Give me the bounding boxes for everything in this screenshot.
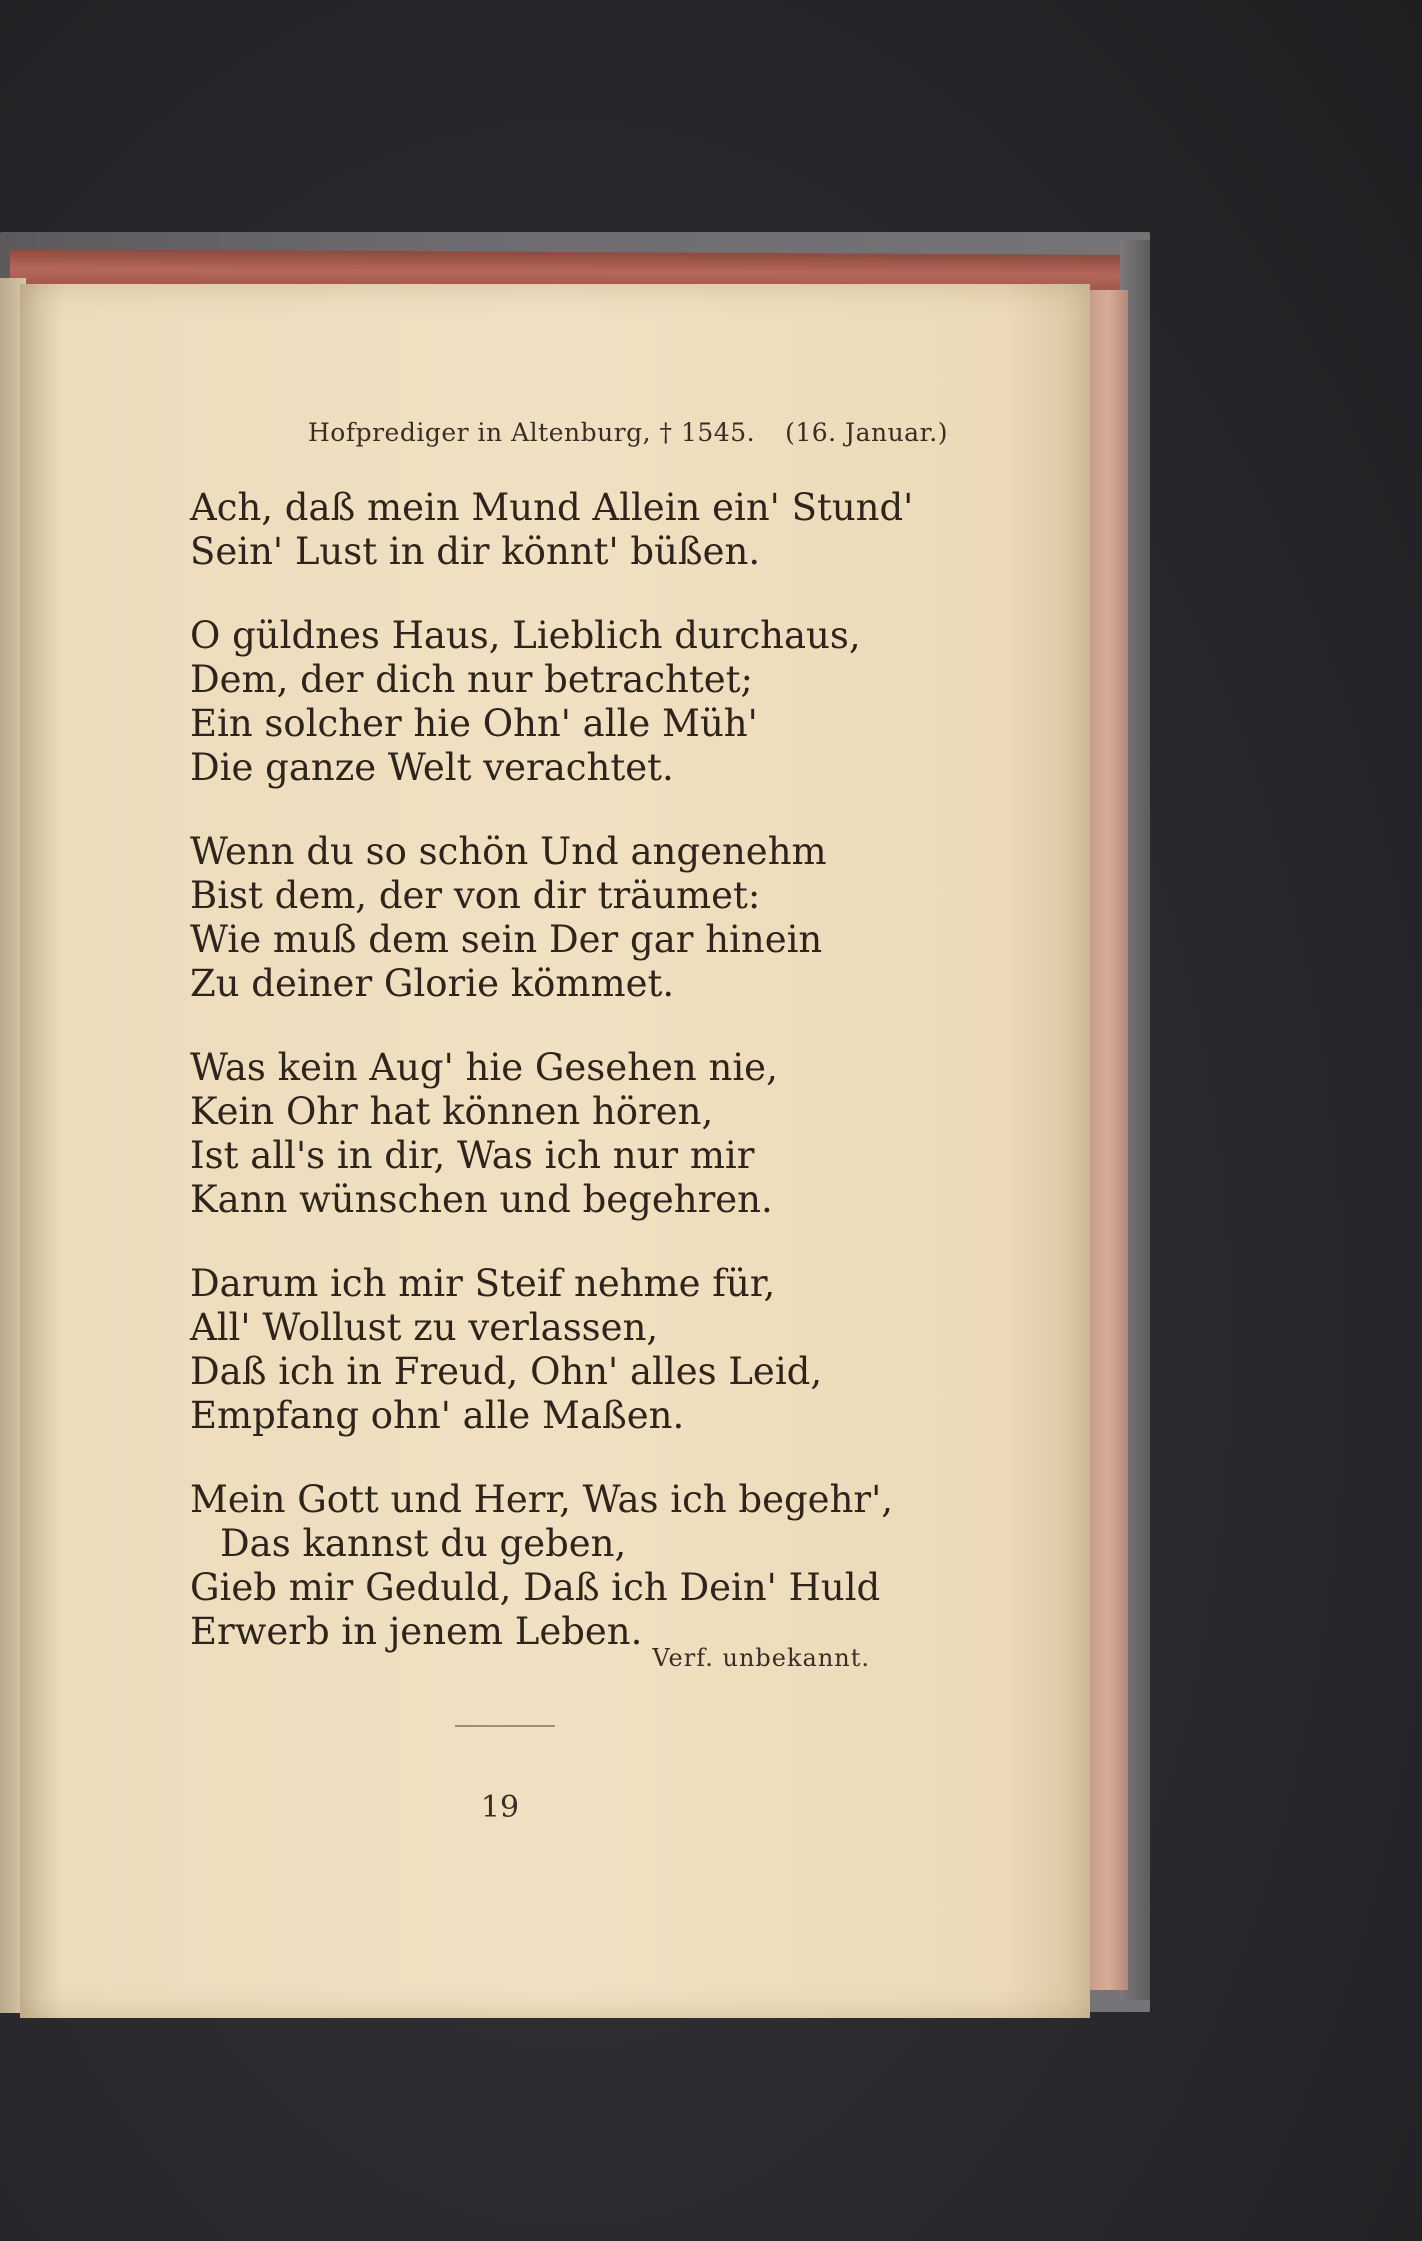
poem-line: Wenn du so schön Und angenehm bbox=[190, 830, 827, 873]
poem-line: Sein' Lust in dir könnt' büßen. bbox=[190, 530, 761, 573]
running-head-left: Hofprediger in Altenburg, † 1545. bbox=[308, 418, 756, 447]
poem-line: Kein Ohr hat können hören, bbox=[190, 1090, 714, 1133]
poem-line: Wie muß dem sein Der gar hinein bbox=[190, 918, 823, 961]
poem-line: Empfang ohn' alle Maßen. bbox=[190, 1394, 685, 1437]
page-edge-right bbox=[1088, 290, 1128, 1990]
running-head bbox=[308, 418, 948, 458]
page-number: 19 bbox=[480, 1790, 520, 1825]
poem-line: Zu deiner Glorie kömmet. bbox=[190, 962, 675, 1005]
poem-line: Die ganze Welt verachtet. bbox=[190, 746, 674, 789]
poem-line: Erwerb in jenem Leben. bbox=[190, 1610, 643, 1653]
poem-line: Gieb mir Geduld, Daß ich Dein' Huld bbox=[190, 1566, 881, 1609]
stanza bbox=[190, 1478, 910, 1654]
poem-line: O güldnes Haus, Lieblich durchaus, bbox=[190, 614, 861, 657]
poem-line: Ein solcher hie Ohn' alle Müh' bbox=[190, 702, 758, 745]
poem-line: Was kein Aug' hie Gesehen nie, bbox=[190, 1046, 778, 1089]
stanza bbox=[190, 830, 910, 1006]
stanza bbox=[190, 614, 910, 790]
divider-rule bbox=[455, 1725, 555, 1727]
poem-body bbox=[190, 486, 914, 1694]
poem-line: All' Wollust zu verlassen, bbox=[190, 1306, 659, 1349]
stanza bbox=[190, 1262, 910, 1438]
poem-line: Bist dem, der von dir träumet: bbox=[190, 874, 761, 917]
poem-line: Kann wünschen und begehren. bbox=[190, 1178, 773, 1221]
poem-line: Daß ich in Freud, Ohn' alles Leid, bbox=[190, 1350, 823, 1393]
poem-line: Mein Gott und Herr, Was ich begehr', bbox=[190, 1478, 894, 1521]
poem-line: Ach, daß mein Mund Allein ein' Stund' bbox=[190, 486, 914, 529]
poem-line: Ist all's in dir, Was ich nur mir bbox=[190, 1134, 755, 1177]
stanza bbox=[190, 486, 914, 574]
poem-line: Darum ich mir Steif nehme für, bbox=[190, 1262, 776, 1305]
stanza bbox=[190, 1046, 910, 1222]
running-head-right: (16. Januar.) bbox=[785, 418, 948, 447]
poem-line: Das kannst du geben, bbox=[220, 1522, 627, 1565]
author-attribution: Verf. unbekannt. bbox=[652, 1644, 870, 1672]
poem-line: Dem, der dich nur betrachtet; bbox=[190, 658, 753, 701]
